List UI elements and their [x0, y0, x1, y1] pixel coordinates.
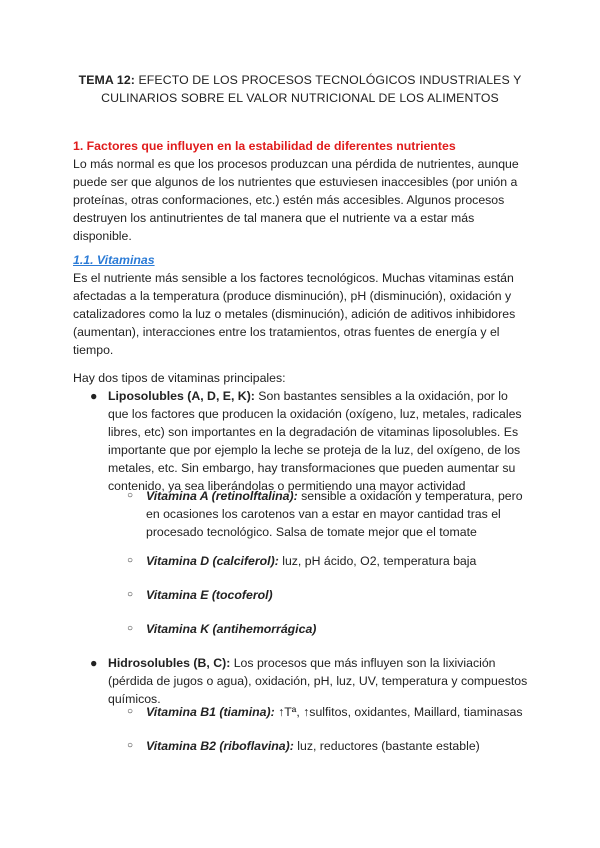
section-1 [73, 137, 528, 245]
section-1-1 [73, 251, 528, 359]
list-item-body: Los procesos que más influyen son la lixiviación (pérdida de jugos o agua), oxidación, pH, luz, UV, temperatura y compuestos químicos. [108, 656, 528, 706]
section-1-heading: 1. Factores que influyen en la estabilidad de diferentes nutrientes [73, 139, 456, 153]
sub-item-text [146, 487, 530, 541]
sub-item-label: Vitamina B2 (riboflavina): [146, 739, 294, 753]
list-item-text [108, 387, 530, 495]
bullet-circle: ○ [127, 490, 134, 501]
vitamin-types-intro: Hay dos tipos de vitaminas principales: [73, 371, 286, 385]
bullet-dot: ● [90, 389, 98, 403]
sub-item-text [146, 620, 530, 638]
section-1-1-heading: 1.1. Vitaminas [73, 253, 155, 267]
sub-item-label: Vitamina D (calciferol): [146, 554, 279, 568]
document-title [60, 71, 540, 107]
bullet-circle: ○ [127, 623, 134, 634]
sub-item-label: Vitamina A (retinolftalina): [146, 489, 298, 503]
bullet-circle: ○ [127, 740, 134, 751]
title-text: EFECTO DE LOS PROCESOS TECNOLÓGICOS INDUSTRIALES Y CULINARIOS SOBRE EL VALOR NUTRICIONAL DE LOS ALIMENTOS [101, 73, 522, 105]
sub-item-body: ↑Tª, ↑sulfitos, oxidantes, Maillard, tiaminasas [274, 705, 523, 719]
sub-item-text [146, 552, 530, 570]
list-item-label: Liposolubles (A, D, E, K): [108, 389, 255, 403]
sub-item-body: sensible a oxidación y temperatura, pero en ocasiones los carotenos van a estar en mayor cantidad tras el procesado tecnológico. Salsa de tomate mejor que el tomate [146, 489, 523, 539]
sub-item-label: Vitamina E (tocoferol) [146, 588, 273, 602]
section-1-1-body: Es el nutriente más sensible a los factores tecnológicos. Muchas vitaminas están afectadas a la temperatura (produce disminución), pH (disminución), oxidación y catalizadores como la luz o metales (disminución), adición de aditivos inhibidores (aumentan), interacciones entre los tratamientos, otras fuentes de energía y el tiempo. [73, 271, 516, 357]
sub-item-text [146, 703, 530, 721]
bullet-circle: ○ [127, 589, 134, 600]
bullet-dot: ● [90, 656, 98, 670]
bullet-circle: ○ [127, 555, 134, 566]
sub-item-label: Vitamina B1 (tiamina): [146, 705, 275, 719]
bullet-circle: ○ [127, 706, 134, 717]
sub-item-body: luz, reductores (bastante estable) [293, 739, 480, 753]
list-item-label: Hidrosolubles (B, C): [108, 656, 231, 670]
sub-item-label: Vitamina K (antihemorrágica) [146, 622, 317, 636]
sub-item-text [146, 586, 530, 604]
list-item-body: Son bastantes sensibles a la oxidación, por lo que los factores que producen la oxidación (oxígeno, luz, metales, radicales libres, etc) son importantes en la degradación de vitaminas liposolubles. Es importante que por ejemplo la leche se proteja de la luz, del oxígeno, de los metales, etc. Sin embargo, hay transformaciones que pueden aumentar su contenido, ya sea liberándolas o permitiendo una mayor actividad [108, 389, 522, 493]
sub-item-body: luz, pH ácido, O2, temperatura baja [278, 554, 477, 568]
title-prefix: TEMA 12: [78, 73, 135, 87]
section-1-body: Lo más normal es que los procesos produzcan una pérdida de nutrientes, aunque puede ser que algunos de los nutrientes que estuviesen inaccesibles (por unión a proteínas, otras conformaciones, etc.) estén más accesibles. Algunos procesos destruyen los antinutrientes de tal manera que el nutriente va a estar más disponible. [73, 157, 519, 243]
list-item-text [108, 654, 530, 708]
sub-item-text [146, 737, 530, 755]
